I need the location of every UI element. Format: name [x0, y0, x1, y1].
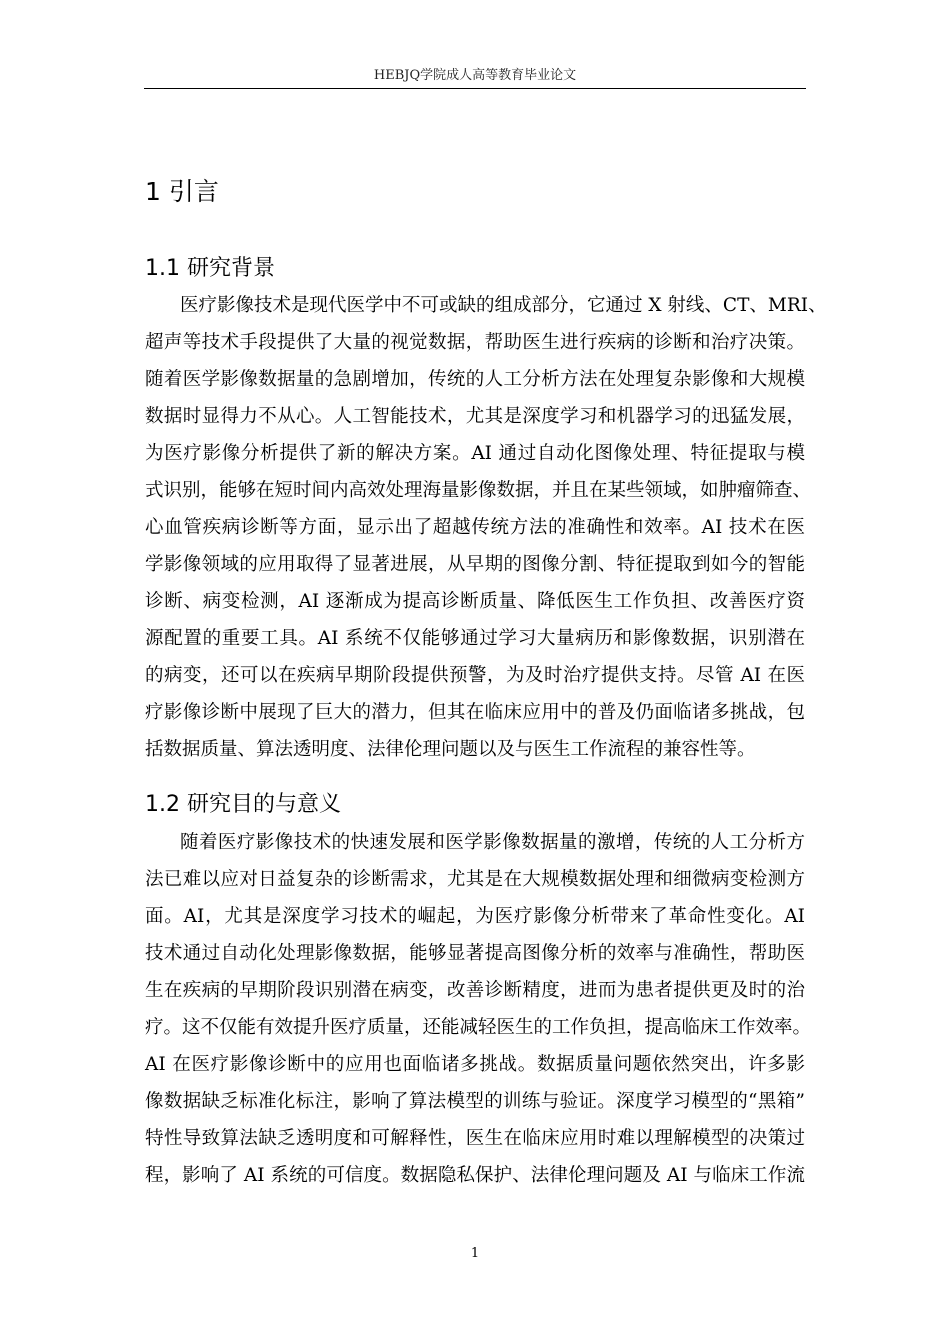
page-number: 1: [470, 1246, 480, 1261]
paragraph-line: 生在疾病的早期阶段识别潜在病变，改善诊断精度，进而为患者提供更及时的治: [145, 980, 805, 1001]
paragraph-line: 医疗影像技术是现代医学中不可或缺的组成部分，它通过 X 射线、CT、MRI、: [180, 295, 827, 316]
paragraph-line: 心血管疾病诊断等方面，显示出了超越传统方法的准确性和效率。AI 技术在医: [145, 517, 805, 538]
header-divider: [144, 88, 806, 89]
paragraph-line: 程，影响了 AI 系统的可信度。数据隐私保护、法律伦理问题及 AI 与临床工作流: [145, 1165, 805, 1186]
paragraph-line: 像数据缺乏标准化标注，影响了算法模型的训练与验证。深度学习模型的“黑箱”: [145, 1091, 805, 1112]
paragraph-line: 式识别，能够在短时间内高效处理海量影像数据，并且在某些领域，如肿瘤筛查、: [145, 480, 812, 501]
section-title: 1.2 研究目的与意义: [145, 792, 341, 817]
running-header: HEBJQ学院成人高等教育毕业论文: [373, 68, 577, 83]
paragraph-line: 括数据质量、算法透明度、法律伦理问题以及与医生工作流程的兼容性等。: [145, 739, 756, 760]
paragraph-line: 数据时显得力不从心。人工智能技术，尤其是深度学习和机器学习的迅猛发展，: [145, 406, 805, 427]
paragraph-line: 技术通过自动化处理影像数据，能够显著提高图像分析的效率与准确性，帮助医: [145, 943, 805, 964]
paragraph-line: 超声等技术手段提供了大量的视觉数据，帮助医生进行疾病的诊断和治疗决策。: [145, 332, 805, 353]
paragraph-line: 为医疗影像分析提供了新的解决方案。AI 通过自动化图像处理、特征提取与模: [145, 443, 805, 464]
paragraph-line: 学影像领域的应用取得了显著进展，从早期的图像分割、特征提取到如今的智能: [145, 554, 805, 575]
chapter-title: 1 引言: [145, 177, 219, 206]
paragraph-line: 源配置的重要工具。AI 系统不仅能够通过学习大量病历和影像数据，识别潜在: [145, 628, 805, 649]
section-title: 1.1 研究背景: [145, 256, 275, 281]
paragraph-line: 特性导致算法缺乏透明度和可解释性，医生在临床应用时难以理解模型的决策过: [145, 1128, 805, 1149]
paragraph-line: AI 在医疗影像诊断中的应用也面临诸多挑战。数据质量问题依然突出，许多影: [145, 1054, 805, 1075]
paragraph-line: 随着医学影像数据量的急剧增加，传统的人工分析方法在处理复杂影像和大规模: [145, 369, 805, 390]
paragraph-line: 诊断、病变检测，AI 逐渐成为提高诊断质量、降低医生工作负担、改善医疗资: [145, 591, 805, 612]
paragraph-line: 面。AI，尤其是深度学习技术的崛起，为医疗影像分析带来了革命性变化。AI: [145, 906, 805, 927]
paragraph-line: 的病变，还可以在疾病早期阶段提供预警，为及时治疗提供支持。尽管 AI 在医: [145, 665, 805, 686]
paragraph-line: 随着医疗影像技术的快速发展和医学影像数据量的激增，传统的人工分析方: [180, 832, 805, 853]
paragraph-line: 疗影像诊断中展现了巨大的潜力，但其在临床应用中的普及仍面临诸多挑战，包: [145, 702, 805, 723]
paragraph-line: 疗。这不仅能有效提升医疗质量，还能减轻医生的工作负担，提高临床工作效率。: [145, 1017, 812, 1038]
paragraph-line: 法已难以应对日益复杂的诊断需求，尤其是在大规模数据处理和细微病变检测方: [145, 869, 805, 890]
